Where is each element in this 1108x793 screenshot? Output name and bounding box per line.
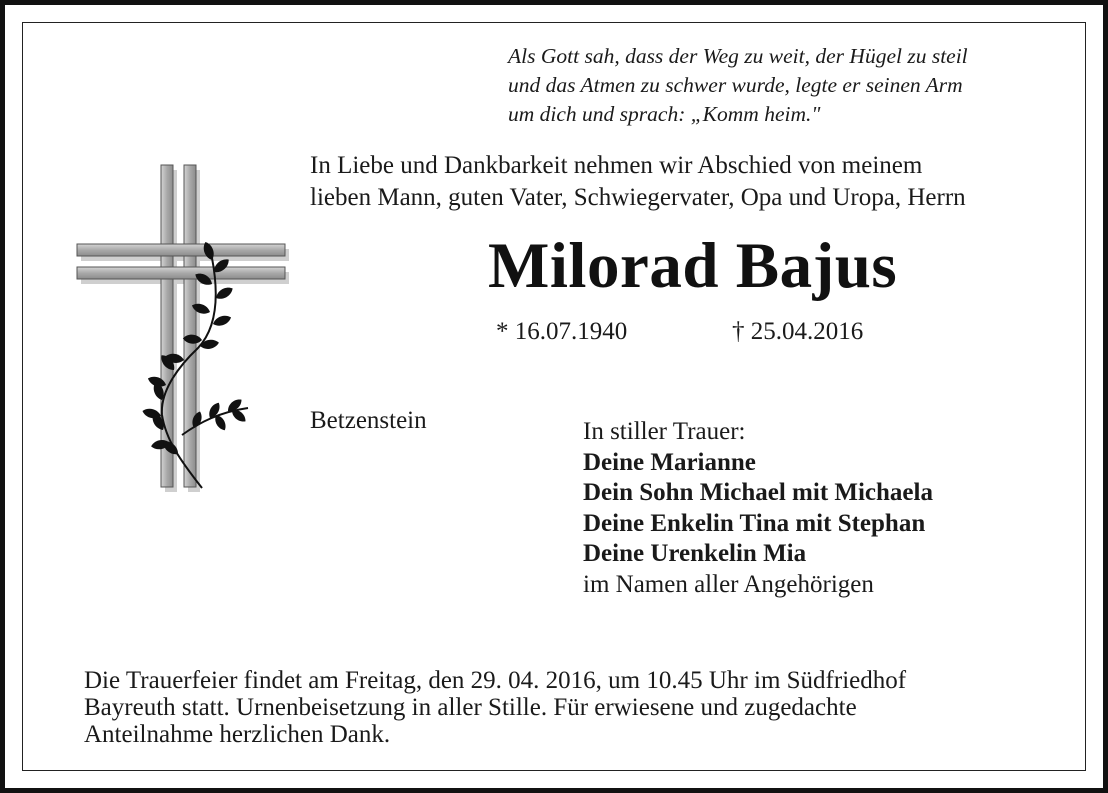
mourner-name: Deine Urenkelin Mia: [583, 540, 807, 567]
double-cross-with-laurel-branch-icon: [70, 160, 295, 495]
ceremony-notice: [84, 667, 1044, 748]
deceased-name: Milorad Bajus: [488, 230, 898, 302]
mourners-block: [583, 417, 1043, 600]
intro-line: lieben Mann, guten Vater, Schwiegervater, Opa und Uropa, Herrn: [310, 184, 966, 211]
notice-line: Anteilnahme herzlichen Dank.: [84, 721, 391, 748]
intro-line: In Liebe und Dankbarkeit nehmen wir Abschied von meinem: [310, 152, 923, 179]
mourners-heading: In stiller Trauer:: [583, 418, 746, 445]
mourner-name: Deine Enkelin Tina mit Stephan: [583, 509, 926, 537]
intro-text: [310, 150, 1070, 214]
memorial-quote: [508, 42, 1068, 129]
notice-line: Bayreuth statt. Urnenbeisetzung in aller Stille. Für erwiesene und zugedachte: [84, 694, 857, 721]
death-date: † 25.04.2016: [732, 318, 864, 345]
place-name: Betzenstein: [310, 407, 427, 434]
quote-line: um dich und sprach: „Komm heim.": [508, 102, 821, 126]
notice-line: Die Trauerfeier findet am Freitag, den 29. 04. 2016, um 10.45 Uhr im Südfriedhof: [84, 667, 907, 694]
mourner-name: Dein Sohn Michael mit Michaela: [583, 479, 933, 506]
quote-line: Als Gott sah, dass der Weg zu weit, der Hügel zu steil: [508, 44, 968, 68]
quote-line: und das Atmen zu schwer wurde, legte er seinen Arm: [508, 73, 963, 97]
mourners-closing: im Namen aller Angehörigen: [583, 570, 874, 598]
birth-date: * 16.07.1940: [496, 318, 628, 345]
mourner-name: Deine Marianne: [583, 448, 756, 476]
